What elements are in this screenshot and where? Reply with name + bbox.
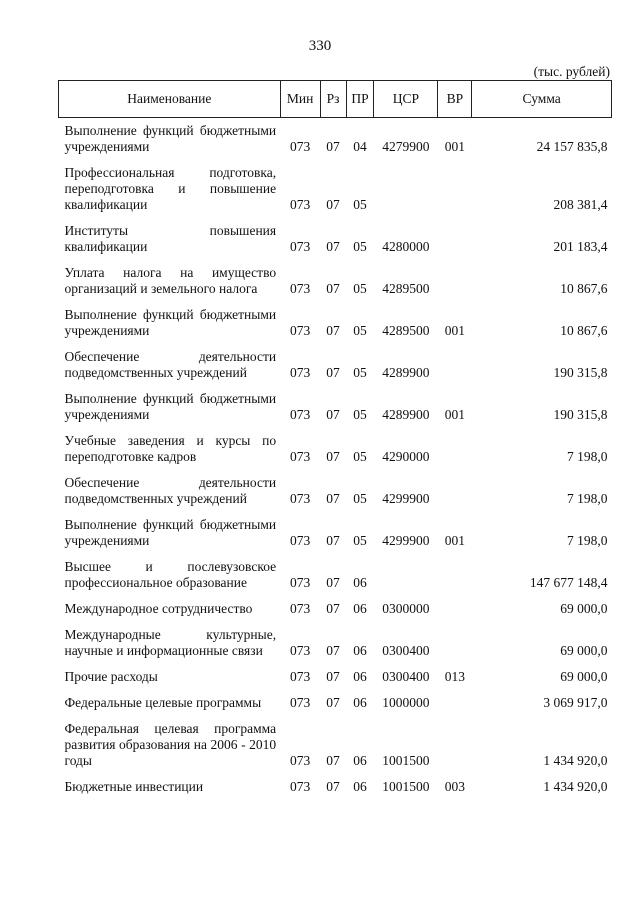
header-rz: Рз bbox=[320, 81, 346, 118]
cell-name: Прочие расходы bbox=[64, 669, 158, 684]
cell-sum: 147 677 148,4 bbox=[529, 575, 608, 590]
cell-name: Международные культурные, научные и информационные связи bbox=[64, 627, 277, 658]
cell-min: 073 bbox=[289, 753, 311, 768]
cell-min: 073 bbox=[289, 323, 311, 338]
cell-rz: 07 bbox=[326, 669, 340, 684]
cell-pr: 05 bbox=[353, 491, 367, 506]
cell-pr: 06 bbox=[353, 669, 367, 684]
cell-rz: 07 bbox=[326, 449, 340, 464]
cell-vr bbox=[438, 218, 472, 260]
table-row bbox=[59, 260, 612, 302]
cell-sum: 3 069 917,0 bbox=[543, 695, 608, 710]
cell-name: Обеспечение деятельности подведомственных учреждений bbox=[64, 349, 277, 380]
table-row bbox=[59, 160, 612, 218]
cell-rz: 07 bbox=[326, 695, 340, 710]
cell-vr: 001 bbox=[444, 533, 465, 548]
table-row bbox=[59, 218, 612, 260]
cell-name: Международное сотрудничество bbox=[64, 601, 253, 616]
cell-min: 073 bbox=[289, 139, 311, 154]
cell-min: 073 bbox=[289, 365, 311, 380]
cell-csr bbox=[374, 160, 438, 218]
cell-csr bbox=[374, 554, 438, 596]
cell-name: Выполнение функций бюджетными учреждениями bbox=[64, 391, 277, 422]
cell-sum: 7 198,0 bbox=[567, 533, 608, 548]
cell-sum: 10 867,6 bbox=[560, 323, 608, 338]
table-body bbox=[59, 118, 612, 801]
cell-name: Высшее и послевузовское профессиональное образование bbox=[64, 559, 277, 590]
cell-rz: 07 bbox=[326, 281, 340, 296]
cell-sum: 69 000,0 bbox=[560, 669, 608, 684]
cell-name: Федеральная целевая программа развития образования на 2006 - 2010 годы bbox=[64, 721, 277, 768]
cell-csr: 0300000 bbox=[382, 601, 430, 616]
cell-pr: 06 bbox=[353, 575, 367, 590]
cell-sum: 10 867,6 bbox=[560, 281, 608, 296]
cell-csr: 0300400 bbox=[382, 669, 430, 684]
cell-sum: 7 198,0 bbox=[567, 491, 608, 506]
cell-sum: 69 000,0 bbox=[560, 643, 608, 658]
table-row bbox=[59, 344, 612, 386]
cell-name: Федеральные целевые программы bbox=[64, 695, 262, 710]
cell-pr: 05 bbox=[353, 365, 367, 380]
cell-sum: 190 315,8 bbox=[553, 407, 608, 422]
cell-pr: 05 bbox=[353, 323, 367, 338]
cell-vr: 001 bbox=[444, 323, 465, 338]
cell-name: Выполнение функций бюджетными учреждениями bbox=[64, 307, 277, 338]
cell-pr: 05 bbox=[353, 239, 367, 254]
cell-pr: 05 bbox=[353, 281, 367, 296]
table-row bbox=[59, 512, 612, 554]
cell-csr: 4289900 bbox=[382, 365, 430, 380]
cell-csr: 1000000 bbox=[382, 695, 430, 710]
cell-pr: 05 bbox=[353, 407, 367, 422]
cell-pr: 06 bbox=[353, 695, 367, 710]
cell-rz: 07 bbox=[326, 533, 340, 548]
cell-rz: 07 bbox=[326, 601, 340, 616]
header-csr: ЦСР bbox=[374, 81, 438, 118]
cell-min: 073 bbox=[289, 281, 311, 296]
cell-min: 073 bbox=[289, 407, 311, 422]
cell-rz: 07 bbox=[326, 491, 340, 506]
cell-csr: 4289900 bbox=[382, 407, 430, 422]
cell-vr: 003 bbox=[444, 779, 465, 794]
cell-vr bbox=[438, 596, 472, 622]
cell-sum: 1 434 920,0 bbox=[543, 753, 608, 768]
cell-csr: 4299900 bbox=[382, 491, 430, 506]
units-label: (тыс. рублей) bbox=[533, 64, 610, 79]
cell-sum: 208 381,4 bbox=[553, 197, 608, 212]
cell-min: 073 bbox=[289, 575, 311, 590]
cell-pr: 06 bbox=[353, 779, 367, 794]
cell-min: 073 bbox=[289, 601, 311, 616]
cell-csr: 4279900 bbox=[382, 139, 430, 154]
cell-pr: 05 bbox=[353, 533, 367, 548]
cell-min: 073 bbox=[289, 197, 311, 212]
cell-rz: 07 bbox=[326, 779, 340, 794]
table-row bbox=[59, 596, 612, 622]
table-row bbox=[59, 664, 612, 690]
cell-csr: 4290000 bbox=[382, 449, 430, 464]
cell-name: Институты повышения квалификации bbox=[64, 223, 277, 254]
cell-name: Выполнение функций бюджетными учреждениями bbox=[64, 123, 277, 154]
cell-csr: 4289500 bbox=[382, 323, 430, 338]
table-row bbox=[59, 774, 612, 800]
cell-min: 073 bbox=[289, 779, 311, 794]
cell-vr: 013 bbox=[444, 669, 465, 684]
table-row bbox=[59, 554, 612, 596]
cell-rz: 07 bbox=[326, 753, 340, 768]
cell-pr: 04 bbox=[353, 139, 367, 154]
cell-pr: 06 bbox=[353, 753, 367, 768]
cell-rz: 07 bbox=[326, 239, 340, 254]
cell-vr bbox=[438, 622, 472, 664]
cell-csr: 4280000 bbox=[382, 239, 430, 254]
cell-vr bbox=[438, 554, 472, 596]
cell-min: 073 bbox=[289, 239, 311, 254]
cell-rz: 07 bbox=[326, 323, 340, 338]
cell-name: Уплата налога на имущество организаций и земельного налога bbox=[64, 265, 277, 296]
budget-table bbox=[58, 80, 612, 800]
cell-vr bbox=[438, 160, 472, 218]
cell-pr: 05 bbox=[353, 197, 367, 212]
header-min: Мин bbox=[280, 81, 320, 118]
header-pr: ПР bbox=[346, 81, 374, 118]
cell-sum: 1 434 920,0 bbox=[543, 779, 608, 794]
cell-vr: 001 bbox=[444, 407, 465, 422]
cell-vr bbox=[438, 428, 472, 470]
cell-sum: 24 157 835,8 bbox=[536, 139, 608, 154]
cell-rz: 07 bbox=[326, 643, 340, 658]
page-number: 330 bbox=[308, 38, 332, 54]
cell-min: 073 bbox=[289, 669, 311, 684]
table-row bbox=[59, 302, 612, 344]
cell-sum: 69 000,0 bbox=[560, 601, 608, 616]
header-sum: Сумма bbox=[472, 81, 612, 118]
cell-vr bbox=[438, 344, 472, 386]
cell-pr: 05 bbox=[353, 449, 367, 464]
cell-name: Профессиональная подготовка, переподготовка и повышение квалификации bbox=[64, 165, 277, 212]
cell-vr: 001 bbox=[444, 139, 465, 154]
cell-min: 073 bbox=[289, 643, 311, 658]
cell-vr bbox=[438, 470, 472, 512]
cell-rz: 07 bbox=[326, 575, 340, 590]
table-row bbox=[59, 428, 612, 470]
cell-sum: 7 198,0 bbox=[567, 449, 608, 464]
cell-pr: 06 bbox=[353, 601, 367, 616]
cell-csr: 1001500 bbox=[382, 753, 430, 768]
cell-name: Обеспечение деятельности подведомственных учреждений bbox=[64, 475, 277, 506]
cell-name: Выполнение функций бюджетными учреждениями bbox=[64, 517, 277, 548]
cell-vr bbox=[438, 260, 472, 302]
cell-name: Бюджетные инвестиции bbox=[64, 779, 204, 794]
table-row bbox=[59, 690, 612, 716]
table-row bbox=[59, 118, 612, 161]
cell-min: 073 bbox=[289, 491, 311, 506]
cell-rz: 07 bbox=[326, 139, 340, 154]
cell-min: 073 bbox=[289, 449, 311, 464]
cell-min: 073 bbox=[289, 533, 311, 548]
table-row bbox=[59, 470, 612, 512]
table-header-row bbox=[59, 81, 612, 118]
cell-pr: 06 bbox=[353, 643, 367, 658]
cell-rz: 07 bbox=[326, 365, 340, 380]
cell-vr bbox=[438, 716, 472, 774]
header-name: Наименование bbox=[59, 81, 281, 118]
cell-rz: 07 bbox=[326, 407, 340, 422]
cell-csr: 4289500 bbox=[382, 281, 430, 296]
table-row bbox=[59, 386, 612, 428]
cell-vr bbox=[438, 690, 472, 716]
cell-rz: 07 bbox=[326, 197, 340, 212]
cell-sum: 201 183,4 bbox=[553, 239, 608, 254]
cell-csr: 0300400 bbox=[382, 643, 430, 658]
table-row bbox=[59, 716, 612, 774]
cell-csr: 1001500 bbox=[382, 779, 430, 794]
cell-min: 073 bbox=[289, 695, 311, 710]
table-row bbox=[59, 622, 612, 664]
cell-csr: 4299900 bbox=[382, 533, 430, 548]
header-vr: ВР bbox=[438, 81, 472, 118]
cell-sum: 190 315,8 bbox=[553, 365, 608, 380]
cell-name: Учебные заведения и курсы по переподготовке кадров bbox=[64, 433, 277, 464]
